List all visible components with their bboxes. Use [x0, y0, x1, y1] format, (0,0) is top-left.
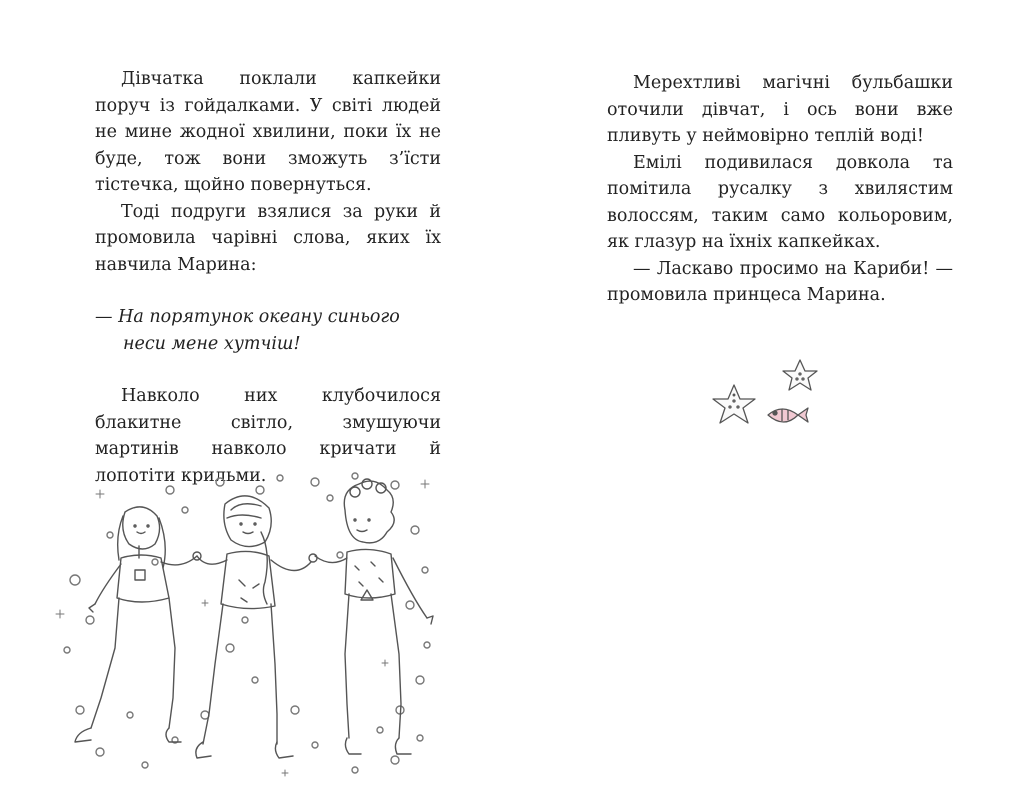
three-girls-illustration [55, 470, 440, 780]
paragraph-1: Дівчатка поклали капкейки поруч із гойдалками. У світі людей не мине жодної хвилини, поки їх не буде, тож вони зможуть з’їсти тістечка, щойно повернуться. [95, 69, 441, 195]
starfish-left-icon [713, 385, 755, 423]
fish-icon [768, 408, 808, 422]
poem-line-1: — На порятунок океану синього [95, 307, 400, 327]
girl-right [315, 479, 433, 754]
paragraph-3: Навколо них клубочилося блакитне світло, змушуючи мартинів навколо кричати й лопотіти крильми. [95, 386, 441, 486]
spell-poem [95, 304, 441, 357]
starfish-and-fish-decoration [702, 355, 832, 445]
paragraph-5: Емілі подивилася довкола та помітила русалку з хвилястим волоссям, таким само кольоровим, як глазур на їхніх капкейках. [607, 152, 953, 252]
right-page [512, 0, 1024, 787]
left-text-block [95, 66, 441, 489]
starfish-right-icon [783, 360, 817, 390]
girl-left [75, 507, 197, 742]
joined-hands [193, 552, 317, 562]
paragraph-2: Тоді подруги взялися за руки й промовила чарівні слова, яких їх навчила Марина: [95, 201, 441, 275]
girl-middle [196, 496, 311, 758]
right-text-block [607, 70, 953, 309]
paragraph-4: Мерехтливі магічні бульбашки оточили дівчат, і ось вони вже пливуть у неймовірно теплій воді! [607, 73, 953, 146]
bubbles [64, 473, 430, 773]
poem-line-2: неси мене хутчіш! [123, 333, 301, 354]
paragraph-6: — Ласкаво просимо на Кариби! — промовила принцеса Марина. [607, 258, 953, 305]
